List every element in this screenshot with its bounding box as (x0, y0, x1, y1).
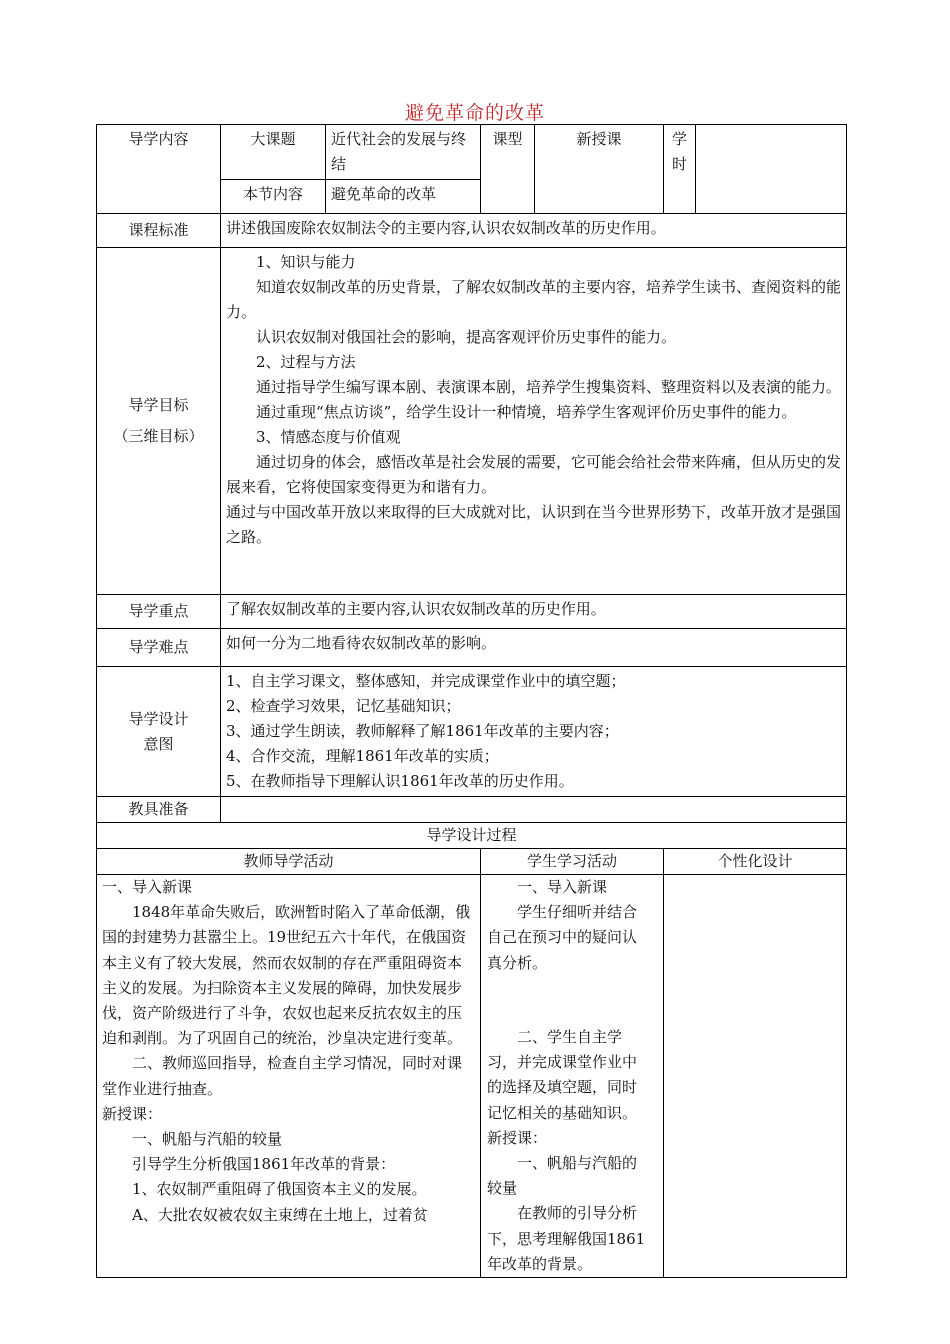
teacher-paragraph: 二、教师巡回指导，检查自主学习情况，同时对课堂作业进行抽查。 (102, 1054, 463, 1098)
lesson-plan-table (96, 124, 847, 1278)
personal-column-header: 个性化设计 (664, 849, 847, 875)
student-paragraph: 在教师的引导分析下，思考理解俄国1861年改革的背景。 (487, 1204, 646, 1273)
guide-content-label: 导学内容 (97, 125, 221, 214)
standard-text: 讲述俄国废除农奴制法令的主要内容,认识农奴制改革的历史作用。 (221, 214, 847, 248)
goals-label: 导学目标 (128, 396, 189, 414)
student-block-intro (487, 875, 649, 1025)
goal-line: 通过切身的体会，感悟改革是社会发展的需要，它可能会给社会带来阵痛，但从历史的发展来看，它将使国家变得更为和谐有力。 (226, 453, 842, 496)
key-point-text: 了解农奴制改革的主要内容,认识农奴制改革的历史作用。 (221, 595, 847, 629)
student-paragraph: 一、帆船与汽船的较量 (487, 1154, 638, 1198)
goal-line: 3、情感态度与价值观 (256, 428, 401, 446)
goal-line: 通过重现“焦点访谈”，给学生设计一种情境，培养学生客观评价历史事件的能力。 (256, 403, 797, 421)
goal-line: 通过与中国改革开放以来取得的巨大成就对比，认识到在当今世界形势下，改革开放才是强国之路。 (226, 503, 842, 546)
student-paragraph: 一、导入新课 (517, 878, 608, 896)
design-intent-label-cell (97, 667, 221, 797)
student-paragraph: 学生仔细听并结合自己在预习中的疑问认真分析。 (487, 903, 638, 972)
big-topic-value: 近代社会的发展与终结 (326, 125, 481, 180)
design-intent-item: 3、通过学生朗读，教师解释了解1861年改革的主要内容； (226, 722, 619, 740)
hours-value (696, 125, 847, 214)
student-column-header: 学生学习活动 (481, 849, 664, 875)
teacher-paragraph: 一、帆船与汽船的较量 (132, 1130, 283, 1149)
teacher-column-header: 教师导学活动 (97, 849, 481, 875)
teacher-activity-content (97, 875, 481, 1278)
design-intent-item: 4、合作交流，理解1861年改革的实质； (226, 747, 499, 765)
personal-design-content (664, 875, 847, 1278)
teacher-paragraph: 引导学生分析俄国1861年改革的背景： (132, 1155, 396, 1174)
equipment-label: 教具准备 (97, 797, 221, 823)
process-title: 导学设计过程 (97, 823, 847, 849)
section-label: 本节内容 (221, 180, 326, 214)
design-intent-label: 导学设计 (128, 709, 189, 728)
goal-line: 1、知识与能力 (256, 253, 356, 271)
student-activity-content (481, 875, 664, 1278)
design-intent-label-2: 意图 (143, 734, 174, 753)
difficulty-text: 如何一分为二地看待农奴制改革的影响。 (221, 629, 847, 667)
key-point-label: 导学重点 (97, 595, 221, 629)
goals-content (221, 248, 847, 595)
standard-label: 课程标准 (97, 214, 221, 248)
goal-line: 2、过程与方法 (256, 353, 356, 371)
teacher-paragraph: 新授课： (102, 1104, 163, 1123)
goals-label-cell (97, 248, 221, 595)
lesson-type-value: 新授课 (535, 125, 664, 214)
hours-label: 学时 (664, 125, 696, 214)
design-intent-content (221, 667, 847, 797)
teacher-paragraph: 1、农奴制严重阻碍了俄国资本主义的发展。 (132, 1180, 427, 1199)
goal-line: 知道农奴制改革的历史背景，了解农奴制改革的主要内容，培养学生读书、查阅资料的能力。 (226, 278, 842, 321)
design-intent-item: 1、自主学习课文，整体感知，并完成课堂作业中的填空题； (226, 672, 626, 690)
page-title: 避免革命的改革 (404, 102, 545, 124)
design-intent-item: 5、在教师指导下理解认识1861年改革的历史作用。 (226, 772, 574, 790)
equipment-text (221, 797, 847, 823)
goal-line: 通过指导学生编写课本剧、表演课本剧，培养学生搜集资料、整理资料以及表演的能力。 (256, 378, 842, 396)
goal-line: 认识农奴制对俄国社会的影响，提高客观评价历史事件的能力。 (256, 328, 677, 346)
student-paragraph: 二、学生自主学习，并完成课堂作业中的选择及填空题，同时记忆相关的基础知识。 (487, 1028, 638, 1122)
teacher-paragraph: 一、导入新课 (102, 878, 193, 896)
goals-sublabel: （三维目标） (113, 427, 204, 445)
lesson-type-label: 课型 (481, 125, 535, 214)
student-paragraph: 新授课： (487, 1128, 548, 1147)
teacher-paragraph: 1848年革命失败后，欧洲暂时陷入了革命低潮，俄国的封建势力甚嚣尘上。19世纪五六十年代，在俄国资本主义有了较大发展，然而农奴制的存在严重阻碍资本主义的发展。为扫除资本主义发展的障碍，加快发展步伐，资产阶级进行了斗争，农奴也起来反抗农奴主的压迫和剥削。为了巩固自己的统治，沙皇决定进行变革。 (102, 903, 471, 1048)
big-topic-label: 大课题 (221, 125, 326, 180)
design-intent-item: 2、检查学习效果，记忆基础知识； (226, 697, 461, 715)
section-value: 避免革命的改革 (326, 180, 481, 214)
teacher-paragraph: A、大批农奴被农奴主束缚在土地上，过着贫 (132, 1205, 428, 1224)
difficulty-label: 导学难点 (97, 629, 221, 667)
